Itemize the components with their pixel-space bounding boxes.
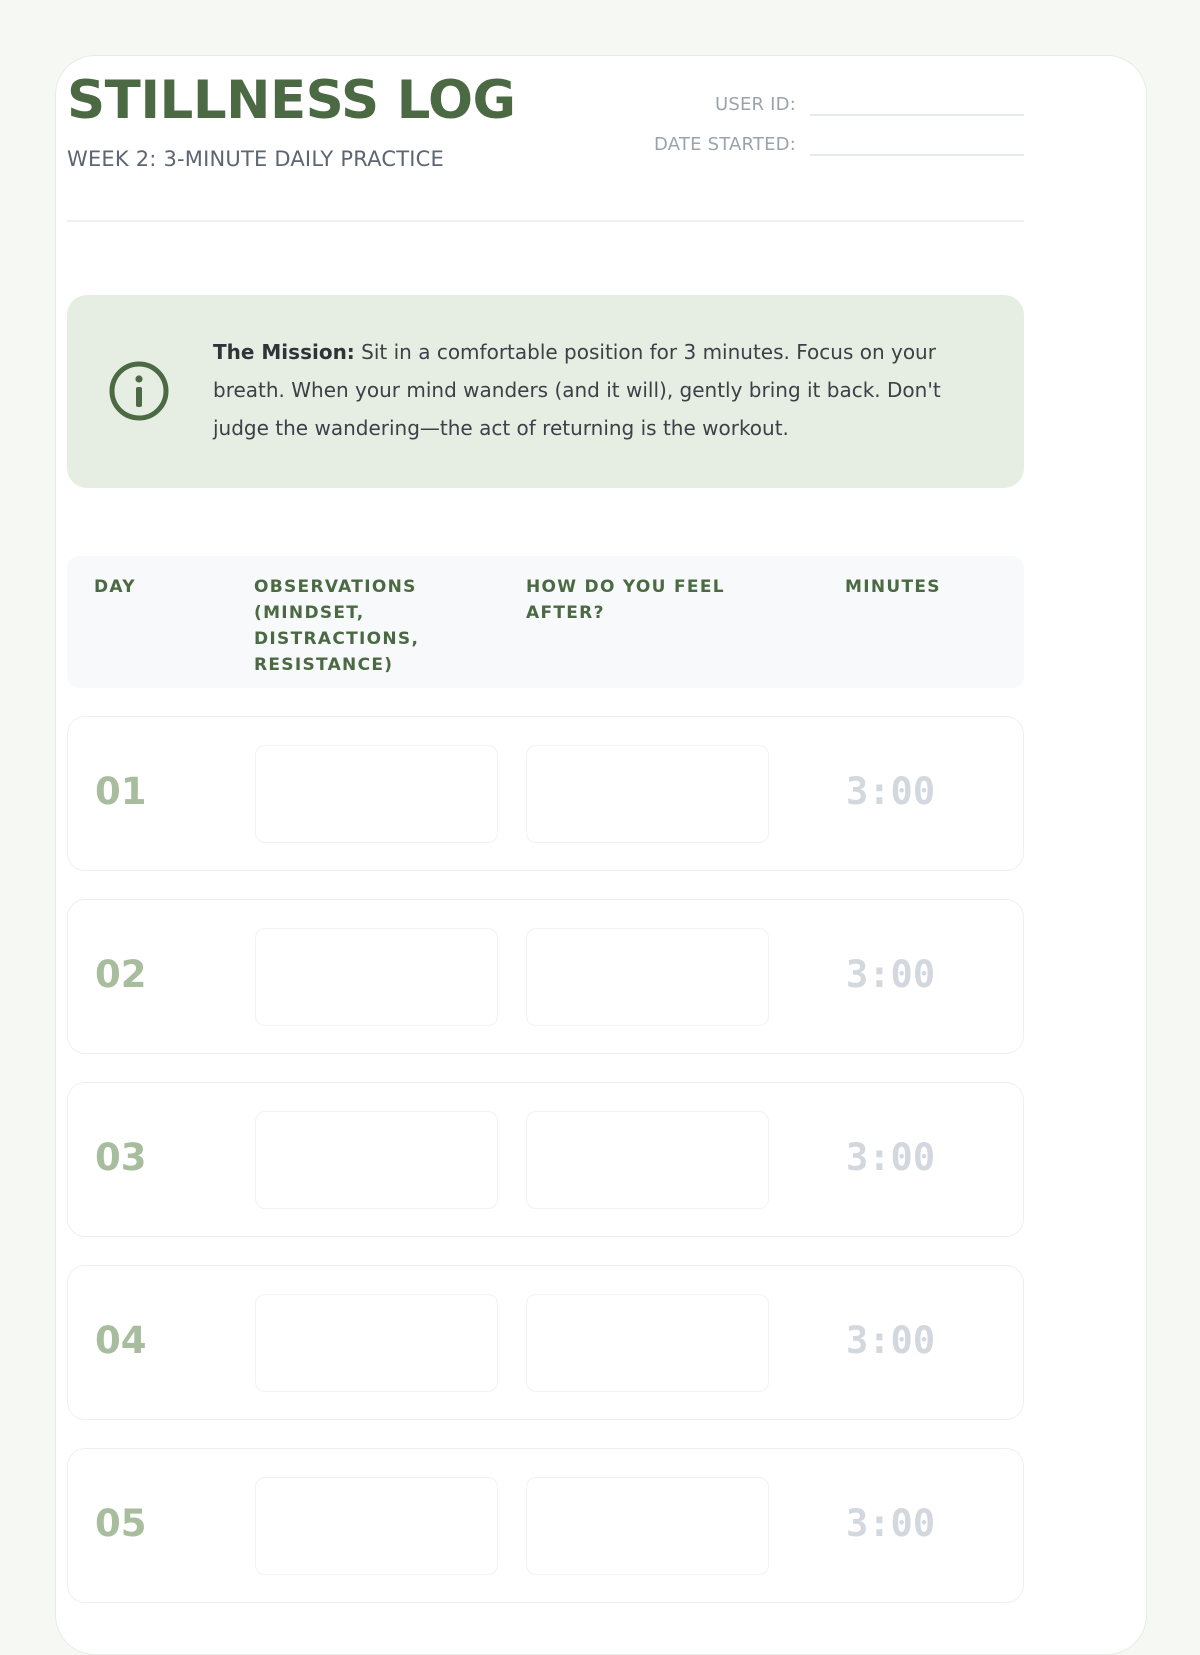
mission-box xyxy=(67,295,1024,488)
info-icon xyxy=(109,361,169,421)
day-number: 01 xyxy=(95,770,147,813)
day-number: 05 xyxy=(95,1502,147,1545)
table-header xyxy=(67,556,1024,688)
mission-label: The Mission: xyxy=(213,340,355,364)
date-started-label: DATE STARTED: xyxy=(654,133,796,155)
user-id-label: USER ID: xyxy=(714,93,796,115)
day-number: 04 xyxy=(95,1319,147,1362)
observations-field[interactable] xyxy=(255,1294,498,1392)
feel-after-field[interactable] xyxy=(526,1477,769,1575)
day-number: 02 xyxy=(95,953,147,996)
minutes-value: 3:00 xyxy=(846,1502,936,1545)
table-row xyxy=(67,1448,1024,1603)
feel-after-field[interactable] xyxy=(526,745,769,843)
log-rows xyxy=(67,716,1024,1631)
table-row xyxy=(67,1265,1024,1420)
column-header-feel: HOW DO YOU FEEL AFTER? xyxy=(526,577,725,623)
minutes-value: 3:00 xyxy=(846,1136,936,1179)
meta-fields xyxy=(624,84,1024,164)
feel-after-field[interactable] xyxy=(526,1294,769,1392)
observations-field[interactable] xyxy=(255,745,498,843)
feel-after-field[interactable] xyxy=(526,928,769,1026)
feel-after-field[interactable] xyxy=(526,1111,769,1209)
minutes-value: 3:00 xyxy=(846,1319,936,1362)
column-header-day: DAY xyxy=(94,577,136,597)
observations-field[interactable] xyxy=(255,1111,498,1209)
user-id-field[interactable] xyxy=(810,92,1024,116)
date-started-field[interactable] xyxy=(810,132,1024,156)
column-header-observations: OBSERVATIONS (MINDSET, DISTRACTIONS, RESISTANCE) xyxy=(254,577,420,675)
column-header-minutes: MINUTES xyxy=(845,577,941,597)
table-row xyxy=(67,899,1024,1054)
date-started-row xyxy=(624,124,1024,164)
day-number: 03 xyxy=(95,1136,147,1179)
minutes-value: 3:00 xyxy=(846,770,936,813)
page-subtitle: WEEK 2: 3-MINUTE DAILY PRACTICE xyxy=(67,147,444,171)
observations-field[interactable] xyxy=(255,1477,498,1575)
table-row xyxy=(67,716,1024,871)
observations-field[interactable] xyxy=(255,928,498,1026)
page-header xyxy=(67,70,1024,222)
mission-text xyxy=(213,333,973,447)
page-title: STILLNESS LOG xyxy=(67,70,516,131)
table-row xyxy=(67,1082,1024,1237)
mission-body: Sit in a comfortable position for 3 minutes. Focus on your breath. When your mind wanders (and it will), gently bring it back. Don't judge the wandering—the act of returning is the workout. xyxy=(213,340,941,440)
minutes-value: 3:00 xyxy=(846,953,936,996)
user-id-row xyxy=(624,84,1024,124)
